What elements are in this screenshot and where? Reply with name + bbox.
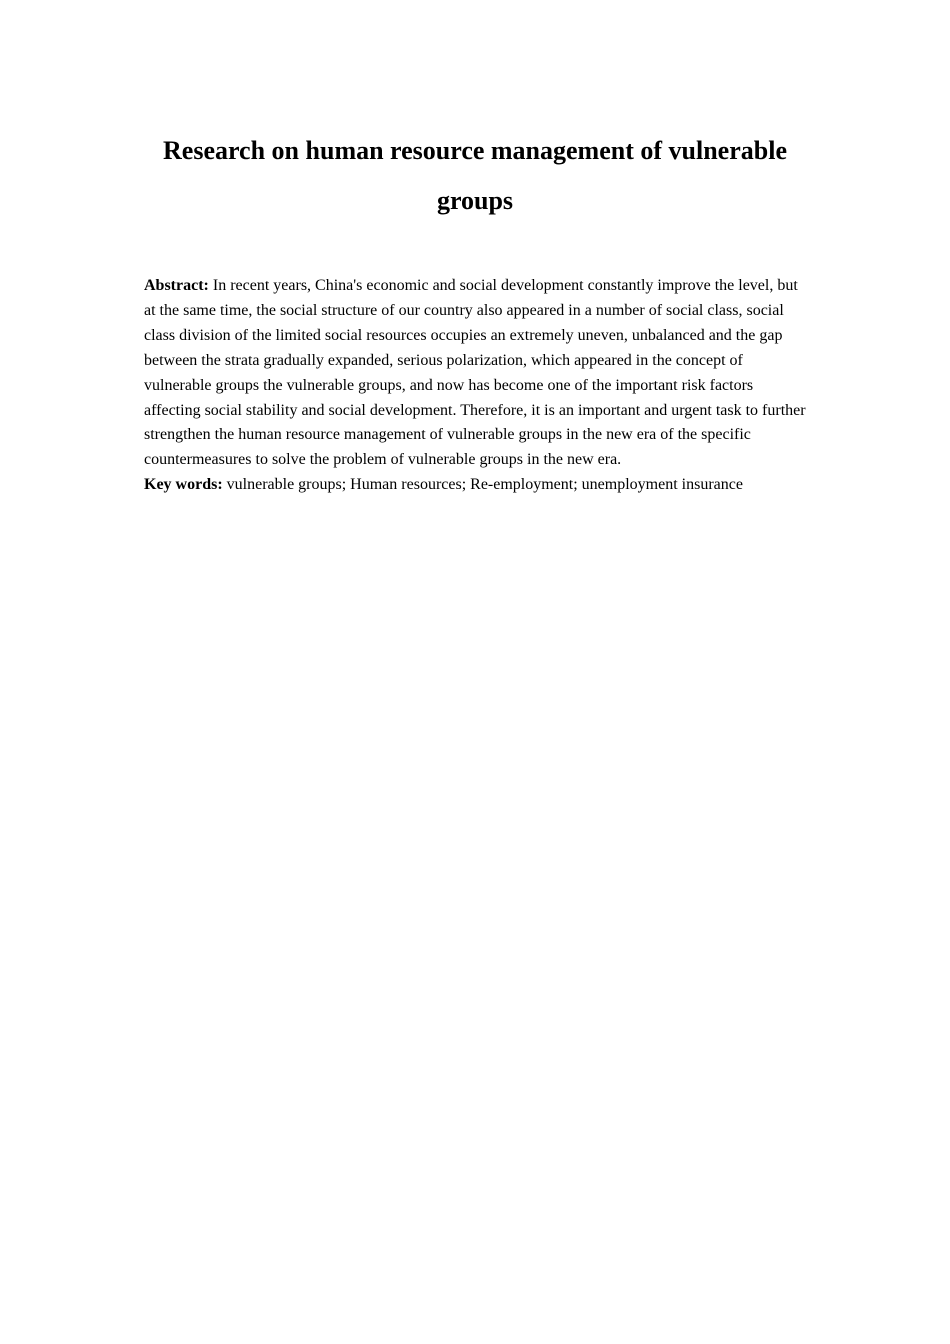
abstract-text: In recent years, China's economic and social development constantly improve the level, but at the same time, the social structure of our country also appeared in a number of social class, social class division of the limited social resources occupies an extremely uneven, unbalanced and the gap between the strata gradually expanded, serious polarization, which appeared in the concept of vulnerable groups the vulnerable groups, and now has become one of the important risk factors affecting social stability and social development. Therefore, it is an important and urgent task to further strengthen the human resource management of vulnerable groups in the new era of the specific countermeasures to solve the problem of vulnerable groups in the new era. bbox=[144, 277, 806, 469]
abstract-label: Abstract: bbox=[144, 277, 209, 294]
keywords-text: vulnerable groups; Human resources; Re-employment; unemployment insurance bbox=[226, 476, 743, 493]
keywords-label: Key words: bbox=[144, 476, 223, 493]
abstract-paragraph bbox=[144, 274, 808, 473]
keywords-paragraph bbox=[144, 473, 808, 498]
document-title: Research on human resource management of vulnerable groups bbox=[163, 136, 787, 215]
